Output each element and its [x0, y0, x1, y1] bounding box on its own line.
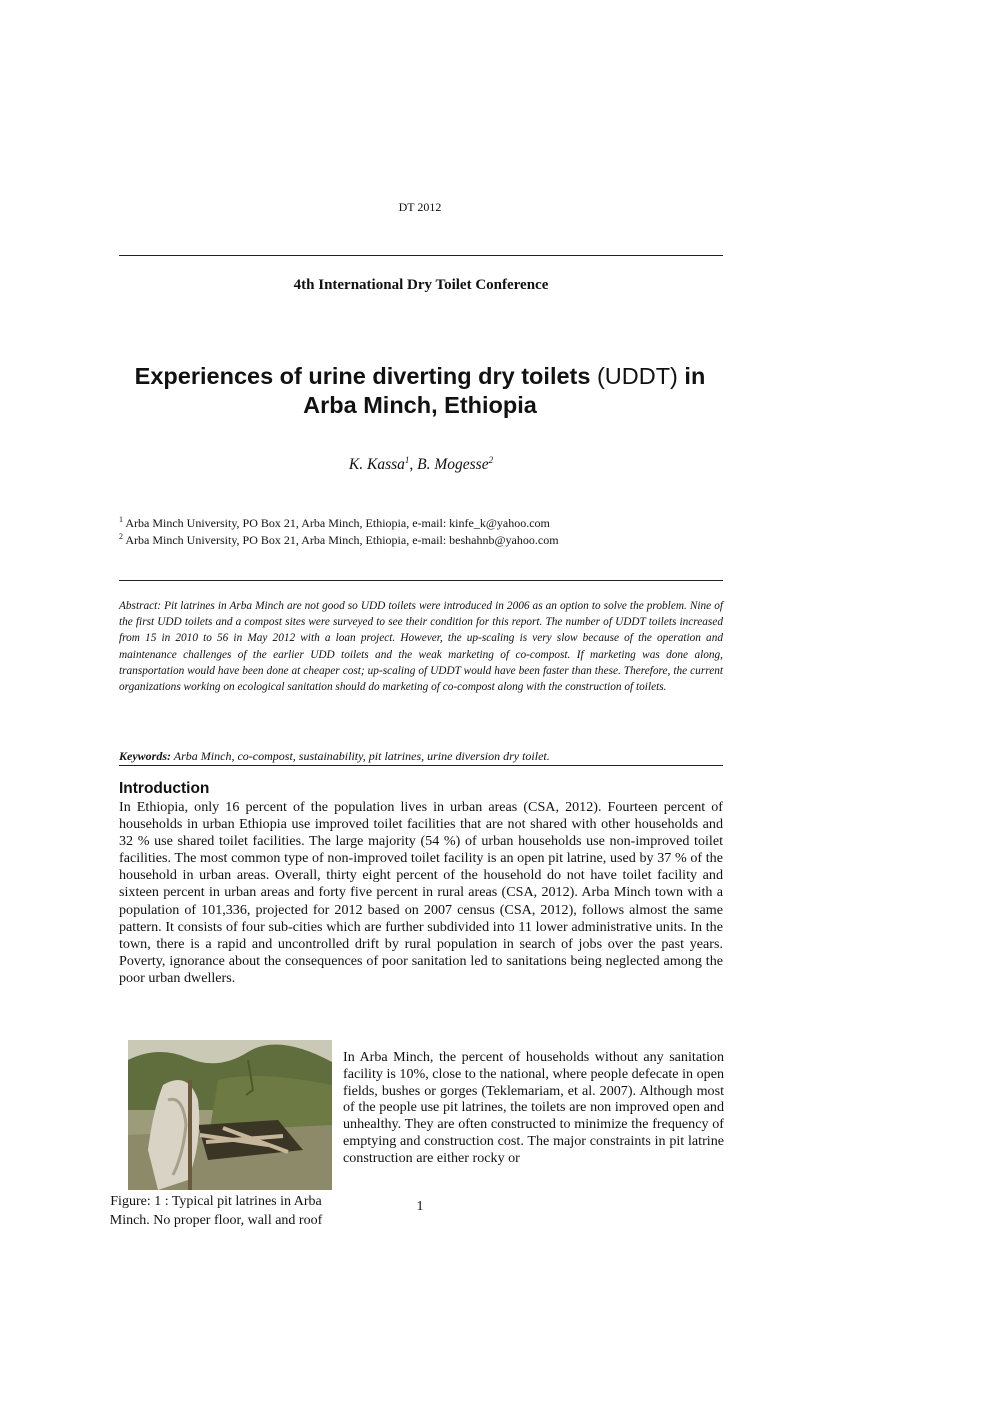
page-number: 1 — [416, 1199, 424, 1214]
introduction-paragraph: In Ethiopia, only 16 percent of the population lives in urban areas (CSA, 2012). Fourteen percent of households in urban Ethiopia use improved toilet facilities that are not shared with other households and 32 % use shared toilet facilities. The large majority (54 %) of urban households use non-improved toilet facilities. The most common type of non-improved toilet facility is an open pit latrine, used by 37 % of the household in urban areas. Overall, thirty eight percent of the household do not have toilet facility and sixteen percent in urban areas and forty five percent in rural areas (CSA, 2012). Arba Minch town with a population of 101,336, projected for 2012 based on 2007 census (CSA, 2012), follows almost the same pattern. It consists of four sub-cities which are further subdivided into 11 lower administrative units. In the town, there is a rapid and uncontrolled drift by rural population in search of jobs over the past years. Poverty, ignorance about the consequences of poor sanitation led to sanitations being neglected among the poor urban dwellers. — [119, 799, 723, 986]
abstract — [119, 598, 723, 695]
header-tag: DT 2012 — [398, 200, 442, 214]
second-paragraph: In Arba Minch, the percent of households without any sanitation facility is 10%, close to the national, where people defecate in open fields, bushes or gorges (Teklemariam, et al. 2007). Although most of the people use pit latrines, the toilets are non improved open and unhealthy. They are often constructed to minimize the frequency of emptying and construction cost. The major constraints in pit latrine construction are either rocky or — [343, 1049, 724, 1166]
authors — [119, 455, 723, 474]
pit-latrine-photo — [128, 1040, 332, 1190]
author-1-sup: 1 — [404, 455, 410, 465]
conference-name: 4th International Dry Toilet Conference — [293, 277, 549, 293]
affiliation-1-sup: 1 — [119, 515, 123, 524]
title-part-3: in — [684, 363, 706, 389]
title-part-1: Experiences of urine diverting dry toilets — [134, 363, 591, 389]
keywords-text: Arba Minch, co-compost, sustainability, pit latrines, urine diversion dry toilet. — [173, 749, 550, 763]
author-2: B. Mogesse — [417, 456, 489, 474]
abstract-rule — [119, 580, 723, 581]
affiliation-2 — [119, 532, 723, 548]
author-separator: , — [409, 456, 418, 474]
keywords-label: Keywords: — [119, 749, 171, 763]
author-2-sup: 2 — [488, 455, 494, 465]
affiliation-1-text: Arba Minch University, PO Box 21, Arba Minch, Ethiopia, e-mail: kinfe_k@yahoo.com — [125, 516, 550, 530]
top-rule — [119, 255, 723, 256]
author-1: K. Kassa — [348, 456, 405, 474]
affiliation-1 — [119, 515, 723, 531]
section-heading-introduction: Introduction — [119, 780, 210, 797]
affiliation-2-sup: 2 — [119, 532, 123, 541]
keywords — [119, 748, 723, 766]
title-line-2: Arba Minch, Ethiopia — [303, 392, 537, 418]
paper-title — [100, 362, 740, 420]
title-part-2: (UDDT) — [596, 363, 678, 389]
figure-caption: Figure: 1 : Typical pit latrines in Arba Minch. No proper floor, wall and roof — [109, 1194, 323, 1228]
affiliation-2-text: Arba Minch University, PO Box 21, Arba Minch, Ethiopia, e-mail: beshahnb@yahoo.com — [125, 533, 559, 547]
abstract-text: Pit latrines in Arba Minch are not good so UDD toilets were introduced in 2006 as an option to solve the problem. Nine of the first UDD toilets and a compost sites were surveyed to see their condition for this report. The number of UDDT toilets increased from 15 in 2010 to 56 in May 2012 with a loan project. However, the up-scaling is very slow because of the operation and maintenance challenges of the earlier UDD toilets and the weak marketing of co-compost. If marketing was done along, transportation would have been done at cheaper cost; up-scaling of UDDT would have been faster than these. Therefore, the current organizations working on ecological sanitation should do marketing of co-compost along with the construction of toilets. — [119, 600, 724, 694]
abstract-label: Abstract: — [119, 600, 162, 612]
